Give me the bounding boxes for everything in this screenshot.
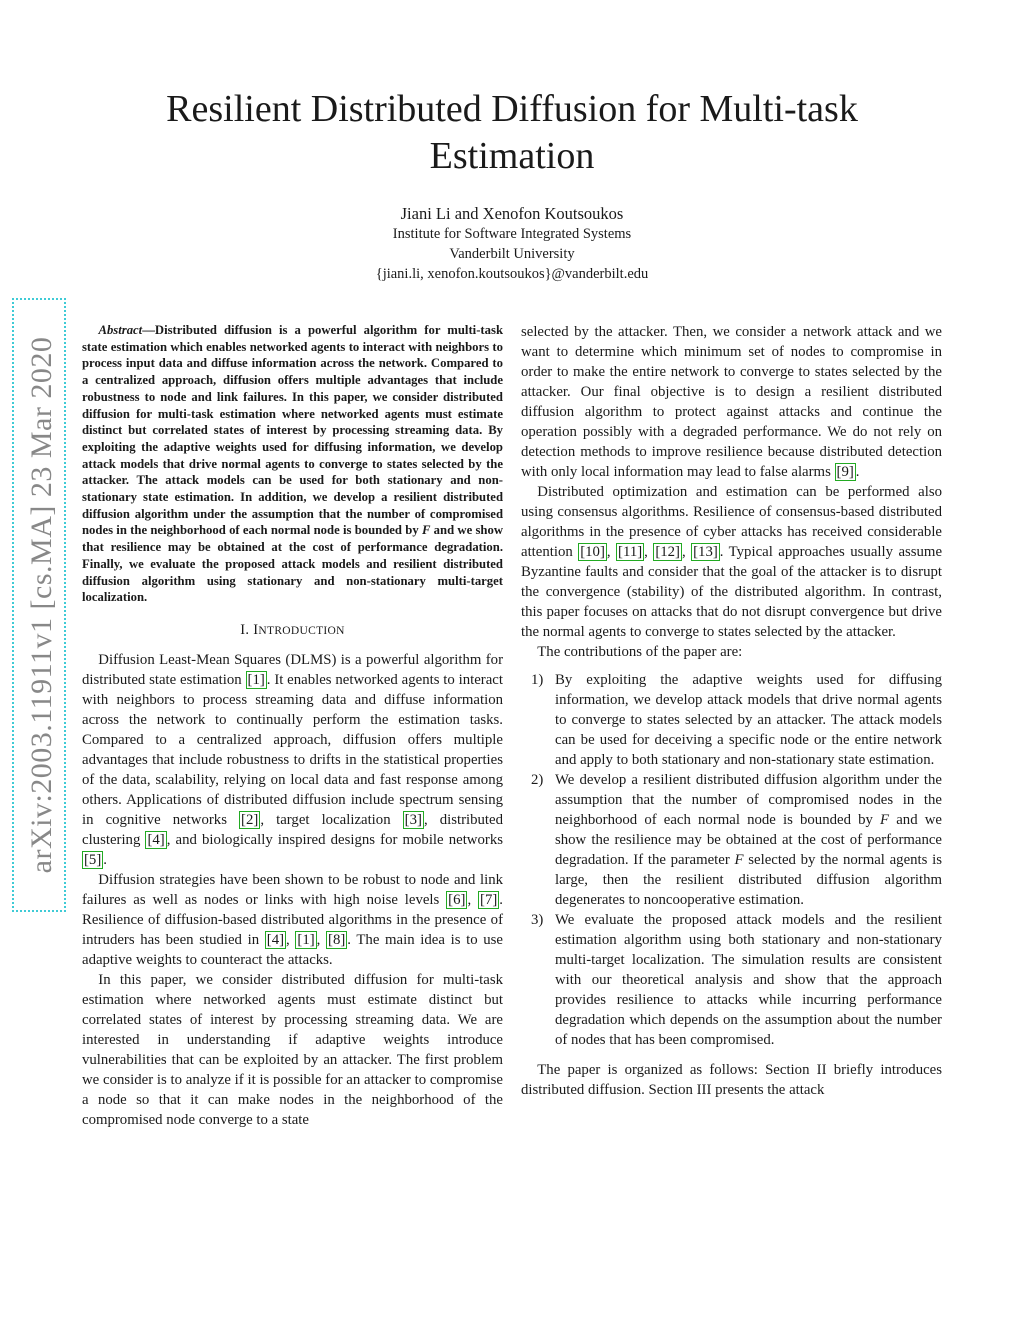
right-column <box>521 322 942 1100</box>
institute: Institute for Software Integrated Systems <box>392 226 632 242</box>
citation-link[interactable]: [13] <box>693 544 718 560</box>
text: . It enables networked agents to interact with neighbors to process streaming data and diffuse information across the network to continually perform the estimation tasks. Compared to a centralized approach, diffusion offers multiple advantages that include robustness to drifts in the statistical properties of the data, scalability, relying on local data and fast response among others. Applications of distributed diffusion include spectrum sensing in cognitive networks <box>82 671 503 828</box>
text: , target localization <box>260 811 403 828</box>
list-number: 2) <box>531 772 544 788</box>
citation-link[interactable]: [4] <box>147 831 165 848</box>
right-paragraph-1 <box>521 322 942 482</box>
list-item <box>521 770 942 910</box>
section-first-letter: I <box>253 621 259 638</box>
section-heading-introduction <box>82 620 503 641</box>
abstract-text: —Distributed diffusion is a powerful algorithm for multi-task state estimation which enables networked agents to interact with neighbors to process input data and diffuse information across the network. Compared to a centralized approach, diffusion offers multiple advantages that include robustness to node and link failures. In this paper, we consider distributed diffusion for multi-task estimation where networked agents must estimate distinct but correlated states of interest by processing streaming data. By exploiting the adaptive weights used for diffusing information, we develop attack models that drive normal agents to converge to states selected by the attacker. The attack models can be used for both stationary and non-stationary state estimation. In addition, we develop a resilient distributed diffusion algorithm under the assumption that the number of compromised nodes in the neighborhood of each normal node is bounded by <box>82 323 503 538</box>
abstract-var-f: F <box>421 523 431 538</box>
authors: Jiani Li and Xenofon Koutsoukos <box>400 204 624 223</box>
intro-paragraph-2 <box>82 870 503 970</box>
list-number: 3) <box>531 912 544 928</box>
citation-link[interactable]: [4] <box>266 931 285 948</box>
var-f: F <box>734 852 744 868</box>
section-title-rest: NTRODUCTION <box>258 624 345 637</box>
text: , and biologically inspired designs for mobile networks <box>166 831 503 848</box>
list-text: and we show the resilience may be obtained at the cost of performance degradation. If the parameter <box>555 812 942 868</box>
arxiv-stamp: arXiv:2003.11911v1 [cs.MA] 23 Mar 2020 <box>25 336 58 874</box>
right-paragraph-3: The contributions of the paper are: <box>537 644 743 660</box>
university: Vanderbilt University <box>449 246 575 262</box>
citation-link[interactable]: [12] <box>655 544 680 560</box>
list-text: We develop a resilient distributed diffusion algorithm under the assumption that the number of compromised nodes in the neighborhood of each normal node is bounded by <box>555 772 942 828</box>
right-paragraph-2 <box>521 482 942 642</box>
text: , distributed clustering <box>82 811 504 848</box>
text: , <box>606 544 617 560</box>
list-number: 1) <box>531 672 544 688</box>
citation-link[interactable]: [10] <box>580 544 605 560</box>
list-text: By exploiting the adaptive weights used for diffusing information, we develop attack models that drive normal agents to converge to states selected by an attacker. The attack models can be used for deceiving a specific node or the entire network and apply to both stationary and non-stationary state estimation. <box>555 672 942 768</box>
section-number: I. <box>240 621 250 638</box>
citation-link[interactable]: [3] <box>404 811 422 828</box>
citation-link[interactable]: [11] <box>618 544 643 560</box>
citation-link[interactable]: [2] <box>241 811 259 828</box>
text: Diffusion Least-Mean Squares (DLMS) is a powerful algorithm for distributed state estimation <box>82 651 503 688</box>
citation-link[interactable]: [1] <box>297 931 315 948</box>
text: , <box>286 931 296 948</box>
text: . Typical approaches usually assume Byzantine faults and consider that the goal of the attacker is to disrupt the convergence (stability) of the distributed algorithm. In contrast, this paper focuses on attacks that do not disrupt convergence but drive the normal agents to converge to states selected by the attacker. <box>521 544 943 640</box>
text: . Resilience of diffusion-based distributed algorithms in the presence of intruders has been studied in <box>82 891 503 948</box>
var-f: F <box>880 812 890 828</box>
list-text: selected by the normal agents is large, then the resilient distributed diffusion algorithm degenerates to noncooperative estimation. <box>555 852 942 908</box>
text: . The main idea is to use adaptive weights to counteract the attacks. <box>82 931 503 968</box>
text: . <box>103 851 107 868</box>
list-text: We evaluate the proposed attack models and the resilient estimation algorithm using both stationary and non-stationary multi-target localization. The simulation results are consistent with our theoretical analysis and show that the approach provides resilience to attacks while incurring performance degradation which depends on the assumption about the number of nodes that has been compromised. <box>555 912 942 1048</box>
right-paragraph-4: The paper is organized as follows: Section II briefly introduces distributed diffusion. Section III presents the attack <box>521 1062 942 1098</box>
citation-link[interactable]: [8] <box>328 931 346 948</box>
citation-link[interactable]: [7] <box>480 891 498 908</box>
contributions-list <box>521 670 942 1050</box>
email: {jiani.li, xenofon.koutsoukos}@vanderbilt.edu <box>375 266 649 282</box>
list-item <box>521 910 942 1050</box>
abstract-text-end: and we show that resilience may be obtained at the cost of performance degradation. Finally, we evaluate the proposed attack models and resilient distributed diffusion algorithm using stationary and non-stationary multi-target localization. <box>82 523 503 605</box>
text: selected by the attacker. Then, we consider a network attack and we want to determine which minimum set of nodes to compromise in order to make the entire network to converge to states selected by the attacker. Our final objective is to design a resilient distributed diffusion algorithm to protect against attacks and continue the operation possibly with a degraded performance. We do not rely on detection methods to improve resilience because distributed detection with only local information may lead to false alarms <box>521 324 942 480</box>
left-column <box>82 322 503 1130</box>
citation-link[interactable]: [5] <box>84 851 102 868</box>
text: , <box>467 891 479 908</box>
citation-link[interactable]: [9] <box>836 464 854 480</box>
text: , <box>681 544 692 560</box>
intro-paragraph-1 <box>82 650 503 870</box>
citation-link[interactable]: [1] <box>247 671 265 688</box>
text: , <box>316 931 327 948</box>
text: , <box>644 544 654 560</box>
abstract-label: Abstract <box>98 323 143 337</box>
paper-title: Resilient Distributed Diffusion for Multi-task Estimation <box>166 88 858 177</box>
text: . <box>855 464 860 480</box>
text: Diffusion strategies have been shown to be robust to node and link failures as well as nodes or links with high noise levels <box>82 871 503 908</box>
intro-paragraph-3: In this paper, we consider distributed diffusion for multi-task estimation where networked agents must estimate distinct but correlated states of interest by processing streaming data. We are interested in understanding if adaptive weights introduce vulnerabilities that can be exploited by an attacker. The first problem we consider is to analyze if it is possible for an attacker to compromise a node so that it can make nodes in the neighborhood of the compromised node converge to a state <box>82 971 503 1128</box>
text: Distributed optimization and estimation can be performed also using consensus algorithms. Resilience of consensus-based distributed algorithms in the presence of cyber attacks has received considerable attention <box>521 484 942 560</box>
list-item <box>521 670 942 770</box>
citation-link[interactable]: [6] <box>448 891 466 908</box>
abstract <box>82 322 503 606</box>
